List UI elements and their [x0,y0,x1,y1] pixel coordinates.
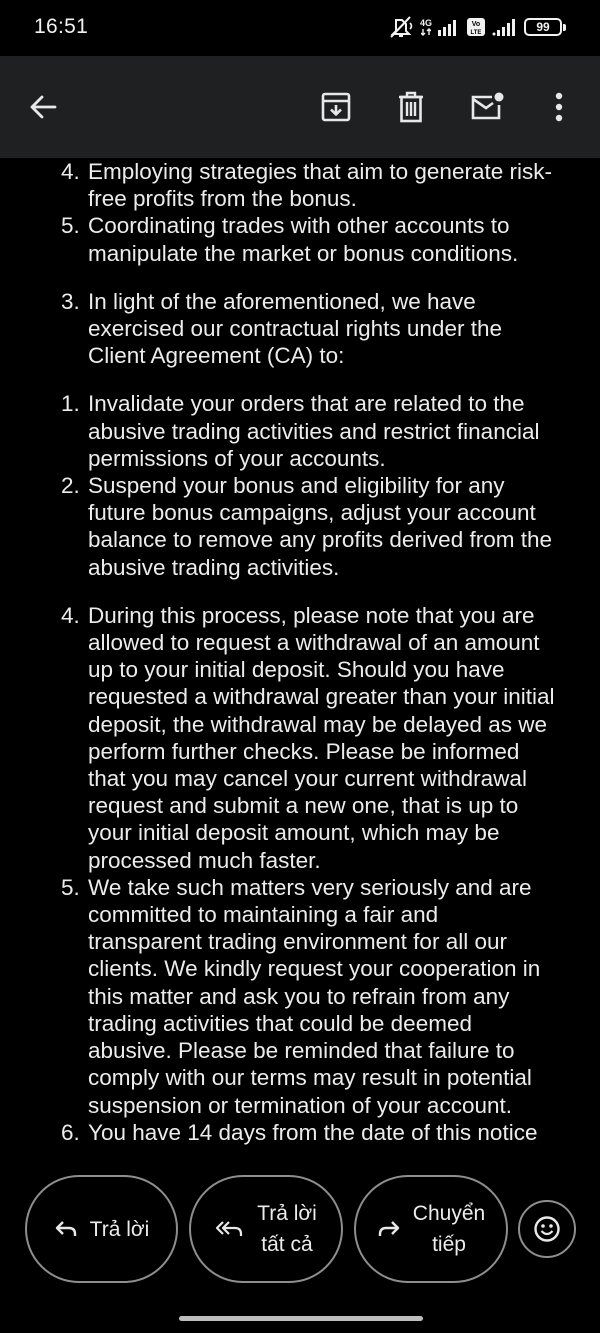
text-line: permissions of your accounts. [88,445,386,471]
signal-icon [492,18,518,36]
list-number: 2. [61,473,80,499]
list-item [0,1119,600,1146]
text-line: transparent trading environment for all our [88,929,507,955]
reply-all-button[interactable] [189,1175,343,1283]
network-type-label: 4G [419,17,432,28]
email-body [0,158,600,1158]
text-line: balance to remove any profits derived from the [88,527,552,553]
text-line: Coordinating trades with other accounts to [88,213,510,239]
text-line: your initial deposit amount, which may be [88,820,500,846]
text-line: exercised our contractual rights under the [88,316,502,342]
text-line: Client Agreement (CA) to: [88,343,345,369]
signal-icon [438,18,460,36]
text-line: In light of the aforementioned, we have [88,288,476,314]
emoji-reaction-icon [533,1215,561,1243]
mark-unread-icon [470,92,504,122]
list-number: 4. [61,159,80,184]
more-options-button[interactable] [534,82,584,132]
text-line: We take such matters very seriously and are [88,874,532,900]
reply-all-label-line1: Trả lời [257,1202,317,1225]
reply-label: Trả lời [89,1217,150,1241]
text-line: abusive trading activities. [88,554,340,580]
text-line: abusive trading activities and restrict financial [88,418,540,444]
archive-button[interactable] [311,82,361,132]
list-item [0,874,600,1119]
list-item [0,390,600,472]
text-line: deposit, the withdrawal may be delayed as we [88,711,548,737]
mute-icon [388,15,414,39]
status-icons [388,14,562,40]
list-number: 5. [61,213,80,239]
text-line: allowed to request a withdrawal of an amount [88,630,540,656]
text-line: free profits from the bonus. [88,186,357,212]
list-number: 5. [61,874,80,900]
text-line: this matter and ask you to refrain from any [88,983,510,1009]
text-line: committed to maintaining a fair and [88,902,439,928]
list-item [0,602,600,874]
paragraph-spacer [0,369,600,390]
text-line: perform further checks. Please be informed [88,738,520,764]
reply-all-icon [215,1219,245,1239]
list-number: 1. [61,391,80,417]
text-line: You have 14 days from the date of this notice [88,1119,538,1145]
text-line: Invalidate your orders that are related to the [88,391,525,417]
text-line: Suspend your bonus and eligibility for any [88,473,505,499]
mark-unread-button[interactable] [462,82,512,132]
svg-text:LTE: LTE [470,30,482,36]
reply-actions-bar [0,1158,600,1333]
battery-icon [524,18,562,36]
text-line: clients. We kindly request your cooperation in [88,956,541,982]
text-line: request and submit a new one, that is up to [88,793,519,819]
status-bar [0,0,600,56]
back-arrow-icon [28,92,58,122]
text-line: Employing strategies that aim to generate risk- [88,159,552,184]
forward-icon [377,1219,401,1239]
reply-icon [54,1219,78,1239]
forward-label-line1: Chuyển [412,1202,486,1225]
forward-label-line2: tiếp [432,1233,466,1256]
network-type [420,19,432,36]
list-item [0,472,600,581]
delete-icon [396,91,426,123]
more-vert-icon [554,92,564,122]
paragraph-spacer [0,267,600,288]
forward-button[interactable] [354,1175,508,1283]
list-item [0,212,600,266]
delete-button[interactable] [386,82,436,132]
volte-icon [466,17,486,37]
home-indicator[interactable] [179,1316,423,1321]
svg-text:Vo: Vo [471,21,481,28]
list-item [0,288,600,370]
text-line: up to your initial deposit. Should you have [88,657,505,683]
text-line: suspension or termination of your account. [88,1092,512,1118]
email-toolbar [0,56,600,158]
emoji-reaction-button[interactable] [518,1200,576,1258]
reply-button[interactable] [25,1175,178,1283]
list-number: 4. [61,602,80,628]
text-line: abusive. Please be reminded that failure to [88,1038,515,1064]
list-item [0,158,600,212]
list-number: 6. [61,1119,80,1145]
archive-icon [320,91,352,123]
paragraph-spacer [0,581,600,602]
email-text [0,158,600,1146]
text-line: that you may cancel your current withdrawal [88,766,527,792]
back-button[interactable] [18,82,68,132]
text-line: trading activities that could be deemed [88,1010,472,1036]
text-line: comply with our terms may result in potential [88,1065,532,1091]
text-line: processed much faster. [88,847,321,873]
text-line: requested a withdrawal greater than your initial [88,684,555,710]
battery-level: 99 [536,20,550,34]
list-number: 3. [61,288,80,314]
text-line: future bonus campaigns, adjust your account [88,500,536,526]
text-line: During this process, please note that you are [88,602,535,628]
status-time: 16:51 [34,15,89,38]
reply-all-label [257,1198,317,1260]
text-line: manipulate the market or bonus conditions. [88,240,519,266]
reply-all-label-line2: tất cả [261,1233,313,1256]
forward-label [413,1198,485,1260]
